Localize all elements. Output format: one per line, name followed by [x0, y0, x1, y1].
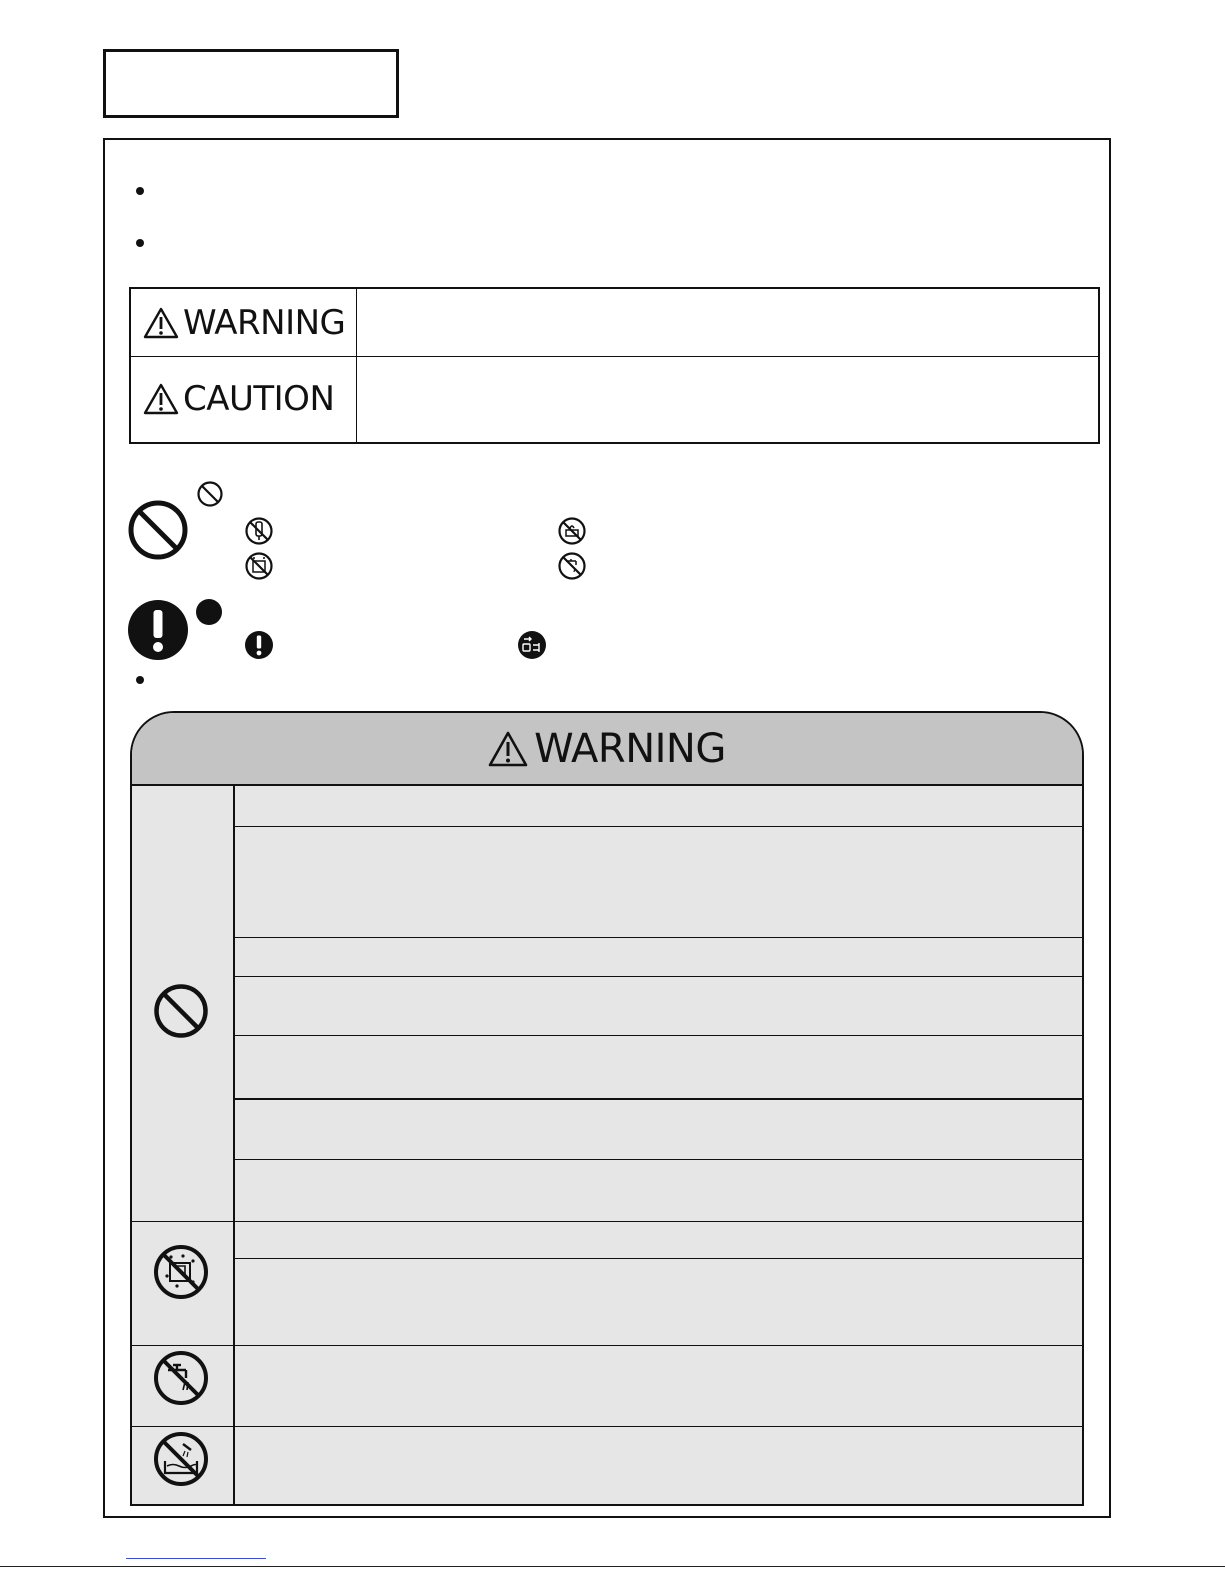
warning-label: WARNING	[183, 303, 346, 343]
no-bathroom-icon	[153, 1431, 209, 1487]
panel-column-divider	[233, 786, 235, 1506]
warning-panel-title: WARNING	[534, 725, 726, 772]
warning-triangle-icon	[143, 306, 179, 340]
group-divider	[132, 1345, 1082, 1346]
row-divider	[235, 937, 1082, 938]
row-divider	[235, 1098, 1082, 1100]
page-title-box	[103, 49, 399, 118]
no-wet-hands-icon	[244, 551, 274, 581]
row-divider	[235, 826, 1082, 827]
warning-signal-word	[143, 303, 345, 343]
caution-label: CAUTION	[183, 379, 335, 419]
row-divider	[235, 976, 1082, 977]
no-water-icon	[557, 551, 587, 581]
unplug-icon	[517, 630, 547, 660]
page-bottom-rule	[0, 1566, 1225, 1567]
warning-triangle-icon	[143, 382, 179, 416]
no-wet-hands-icon	[153, 1244, 209, 1300]
exclamation-icon	[244, 630, 274, 660]
prohibition-icon	[153, 983, 209, 1039]
table-divider	[356, 289, 357, 442]
bullet-dot	[136, 187, 144, 195]
warning-panel-header	[132, 713, 1082, 786]
no-water-icon	[153, 1350, 209, 1406]
table-divider	[131, 356, 1098, 357]
bullet-dot	[136, 676, 144, 684]
bullet-dot	[136, 239, 144, 247]
caution-signal-word	[143, 379, 334, 419]
row-divider	[235, 1035, 1082, 1036]
exclamation-icon	[127, 599, 189, 661]
group-divider	[132, 1426, 1082, 1427]
no-disassembly-icon	[244, 516, 274, 546]
warning-triangle-icon	[488, 730, 528, 768]
prohibition-icon	[196, 480, 224, 508]
filled-circle-icon	[195, 598, 223, 626]
group-divider	[132, 1221, 1082, 1222]
row-divider	[235, 1159, 1082, 1160]
signal-word-table	[129, 287, 1100, 444]
no-burning-icon	[557, 516, 587, 546]
row-divider	[235, 1258, 1082, 1259]
warning-panel	[130, 711, 1084, 1506]
prohibition-icon	[127, 499, 189, 561]
footer-link-underline	[126, 1558, 266, 1559]
